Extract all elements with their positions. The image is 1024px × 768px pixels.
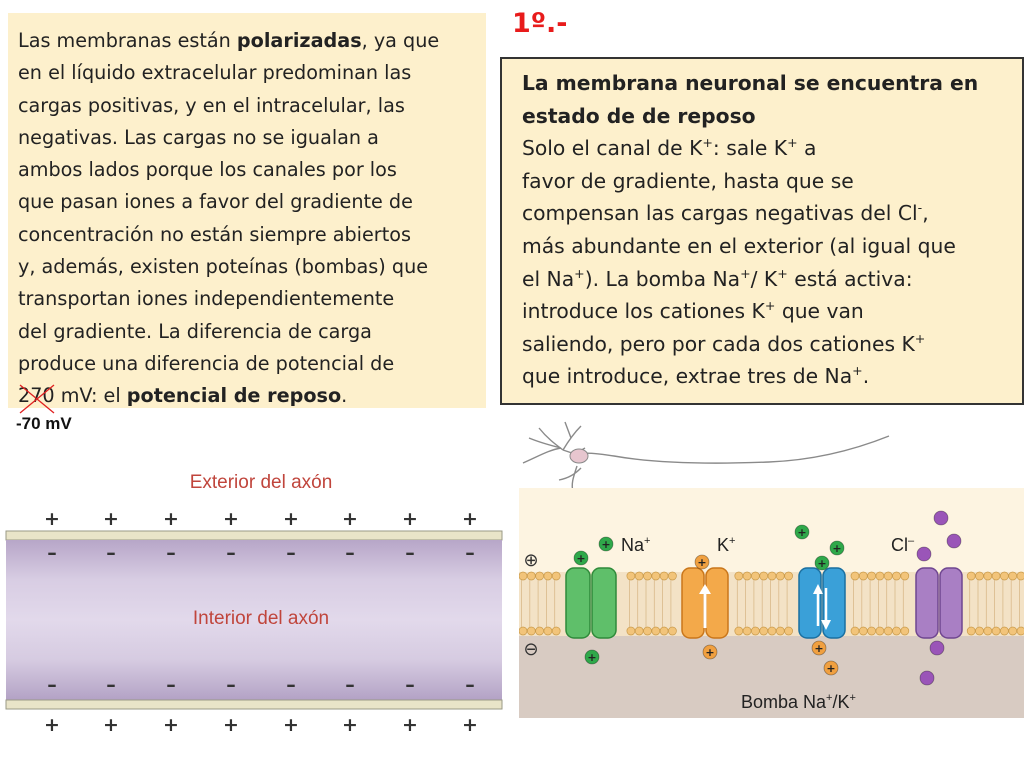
lipid-head (627, 627, 635, 635)
lipid-head (992, 572, 1000, 580)
minus-sign-icon: – (405, 542, 415, 564)
plus-sign-icon: + (462, 508, 478, 530)
strike-cross-icon (14, 383, 58, 415)
ion-charge: + (832, 542, 842, 555)
lipid-head (768, 627, 776, 635)
text-line: más abundante en el exterior (al igual que (522, 233, 956, 258)
plus-sign-icon: + (44, 714, 60, 736)
interior-label: Interior del axón (192, 608, 330, 629)
superscript: + (852, 363, 863, 379)
lipid-head (635, 627, 643, 635)
k-label: K+ (717, 535, 736, 555)
lipid-head (735, 572, 743, 580)
lipid-head (984, 572, 992, 580)
lipid-head (851, 627, 859, 635)
minus-sign-icon: – (286, 674, 296, 696)
lipid-head (984, 627, 992, 635)
text-line: compensan las cargas negativas del Cl (522, 201, 918, 226)
text-line: , (922, 201, 929, 226)
lipid-head (1000, 572, 1008, 580)
lipid-head (644, 572, 652, 580)
right-paragraph (522, 67, 1012, 393)
lipid-head (893, 627, 901, 635)
lipid-head (976, 572, 984, 580)
lipid-head (976, 627, 984, 635)
lipid-head (1000, 627, 1008, 635)
lipid-head (644, 627, 652, 635)
plus-sign-icon: + (342, 508, 358, 530)
text-line: Solo el canal de K (522, 136, 703, 161)
membrane-top (6, 531, 502, 540)
step-title: 1º.- (512, 8, 568, 39)
bold-term-polarizadas: polarizadas (236, 29, 362, 52)
text-line: del gradiente. La diferencia de carga (18, 319, 372, 343)
superscript: + (574, 265, 585, 281)
text-line: . (341, 384, 348, 408)
text-line: el Na (522, 266, 575, 291)
left-paragraph (18, 25, 476, 413)
plus-sign-icon: + (283, 714, 299, 736)
text-line: Las membranas están (18, 29, 237, 52)
lipid-head (876, 627, 884, 635)
text-line: : sale K (712, 136, 788, 161)
text-line: favor de gradiente, hasta que se (522, 168, 854, 193)
lipid-head (552, 572, 560, 580)
axon-diagram (0, 455, 505, 760)
lipid-head (768, 572, 776, 580)
superscript: + (740, 265, 751, 281)
minus-sign-icon: – (106, 674, 116, 696)
plus-sign-icon: + (103, 508, 119, 530)
lipid-head (527, 627, 535, 635)
lipid-head (660, 572, 668, 580)
minus-sign-icon: – (345, 542, 355, 564)
lipid-head (743, 572, 751, 580)
pump-label: Bomba Na+/K+ (741, 692, 856, 712)
text-line: y, además, existen poteínas (bombas) que (18, 255, 429, 279)
lipid-head (851, 572, 859, 580)
bold-term-potencial: potencial de reposo (126, 384, 342, 408)
lipid-head (735, 627, 743, 635)
plus-sign-icon: + (342, 714, 358, 736)
lipid-head (868, 627, 876, 635)
lipid-head (776, 627, 784, 635)
plus-sign-icon: + (402, 714, 418, 736)
text-line: está activa: (787, 266, 913, 291)
struck-number: 270 (18, 384, 55, 408)
lipid-head (536, 572, 544, 580)
cl-label: Cl– (891, 535, 915, 555)
plus-sign-icon: + (462, 714, 478, 736)
lipid-head (992, 627, 1000, 635)
lipid-head (1009, 627, 1017, 635)
plus-sign-icon: + (223, 508, 239, 530)
ion-charge: + (697, 556, 707, 569)
lipid-head (519, 572, 527, 580)
lipid-head (901, 627, 909, 635)
superscript: + (777, 265, 788, 281)
lipid-head (652, 572, 660, 580)
lipid-head (760, 572, 768, 580)
lipid-head (760, 627, 768, 635)
minus-sign-icon: – (47, 542, 57, 564)
lipid-head (652, 627, 660, 635)
superscript: + (702, 135, 713, 151)
ion-charge: + (814, 642, 824, 655)
lipid-head (751, 627, 759, 635)
lipid-head (751, 572, 759, 580)
ion-charge: + (705, 646, 715, 659)
lipid-head (859, 572, 867, 580)
lipid-head (967, 627, 975, 635)
text-line: ambos lados porque los canales por los (18, 158, 397, 182)
na-label: Na+ (621, 535, 651, 555)
text-line: , ya que (361, 29, 440, 52)
lipid-head (893, 572, 901, 580)
text-line: / K (750, 266, 778, 291)
heading-line: estado de de reposo (522, 103, 756, 128)
chloride-ion (930, 641, 944, 655)
minus-sign-icon: – (465, 542, 475, 564)
text-line: negativas. Las cargas no se igualan a (18, 125, 379, 149)
text-line: saliendo, pero por cada dos cationes K (522, 331, 915, 356)
lipid-head (668, 572, 676, 580)
plus-sign-icon: + (163, 714, 179, 736)
lipid-head (668, 627, 676, 635)
lipid-head (527, 572, 535, 580)
superscript: - (917, 200, 923, 216)
struck-value (18, 380, 55, 412)
text-line: que pasan iones a favor del gradiente de (18, 190, 413, 214)
lipid-head (859, 627, 867, 635)
lipid-head (1017, 572, 1024, 580)
text-line: en el líquido extracelular predominan las (18, 61, 412, 85)
text-line: produce una diferencia de potencial de (18, 351, 395, 375)
heading-line: La membrana neuronal se encuentra en (522, 71, 979, 95)
plus-sign-icon: + (402, 508, 418, 530)
chloride-ion (917, 547, 931, 561)
lipid-head (544, 572, 552, 580)
text-line: a (797, 136, 817, 161)
ion-charge: + (826, 662, 836, 675)
chloride-ion (934, 511, 948, 525)
minus-sign-icon: – (226, 542, 236, 564)
text-line: concentración no están siempre abiertos (18, 222, 411, 246)
lipid-head (552, 627, 560, 635)
neuron-soma (570, 449, 588, 463)
chloride-ion (947, 534, 961, 548)
right-text-box (500, 57, 1024, 405)
lipid-head (884, 572, 892, 580)
lipid-head (785, 572, 793, 580)
minus-sign-icon: – (106, 542, 116, 564)
lipid-head (876, 572, 884, 580)
text-line: . (862, 364, 870, 389)
lipid-head (785, 627, 793, 635)
plus-sign-icon: + (283, 508, 299, 530)
text-line: que van (775, 299, 864, 324)
membrane-channel-diagram (519, 408, 1024, 718)
minus-sign-icon: – (405, 674, 415, 696)
exterior-label: Exterior del axón (189, 472, 333, 493)
superscript: + (764, 298, 776, 314)
minus-sign-icon: – (166, 674, 176, 696)
text-line: ). La bomba Na (584, 266, 741, 291)
text-line: que introduce, extrae tres de Na (522, 364, 853, 389)
lipid-head (776, 572, 784, 580)
lipid-head (901, 572, 909, 580)
ion-charge: + (576, 552, 586, 565)
plus-sign-icon: + (44, 508, 60, 530)
correction-value: -70 mV (16, 414, 72, 433)
chloride-ion (920, 671, 934, 685)
outside-positive-icon: ⊕ (523, 550, 539, 571)
ion-charge: + (601, 538, 611, 551)
ion-charge: + (817, 557, 827, 570)
text-line: transportan iones independientemente (18, 287, 395, 311)
left-text-box (8, 13, 486, 408)
lipid-head (743, 627, 751, 635)
lipid-head (660, 627, 668, 635)
exterior-plus-row (44, 508, 478, 530)
exterior-plus-row-bottom (44, 714, 478, 736)
plus-sign-icon: + (103, 714, 119, 736)
text-line: mV: el (54, 384, 127, 408)
plus-sign-icon: + (223, 714, 239, 736)
minus-sign-icon: – (47, 674, 57, 696)
ion-charge: + (797, 526, 807, 539)
superscript: + (787, 135, 798, 151)
lipid-head (536, 627, 544, 635)
ion-charge: + (587, 651, 597, 664)
lipid-head (635, 572, 643, 580)
membrane-bottom (6, 700, 502, 709)
lipid-head (884, 627, 892, 635)
inside-negative-icon: ⊖ (523, 639, 539, 660)
lipid-head (544, 627, 552, 635)
lipid-head (627, 572, 635, 580)
text-line: cargas positivas, y en el intracelular, las (18, 93, 405, 117)
minus-sign-icon: – (465, 674, 475, 696)
lipid-head (868, 572, 876, 580)
minus-sign-icon: – (286, 542, 296, 564)
minus-sign-icon: – (345, 674, 355, 696)
lipid-head (1009, 572, 1017, 580)
minus-sign-icon: – (166, 542, 176, 564)
minus-sign-icon: – (226, 674, 236, 696)
plus-sign-icon: + (163, 508, 179, 530)
superscript: + (914, 330, 926, 346)
lipid-head (519, 627, 527, 635)
lipid-head (967, 572, 975, 580)
text-line: introduce los cationes K (522, 299, 765, 324)
lipid-head (1017, 627, 1024, 635)
